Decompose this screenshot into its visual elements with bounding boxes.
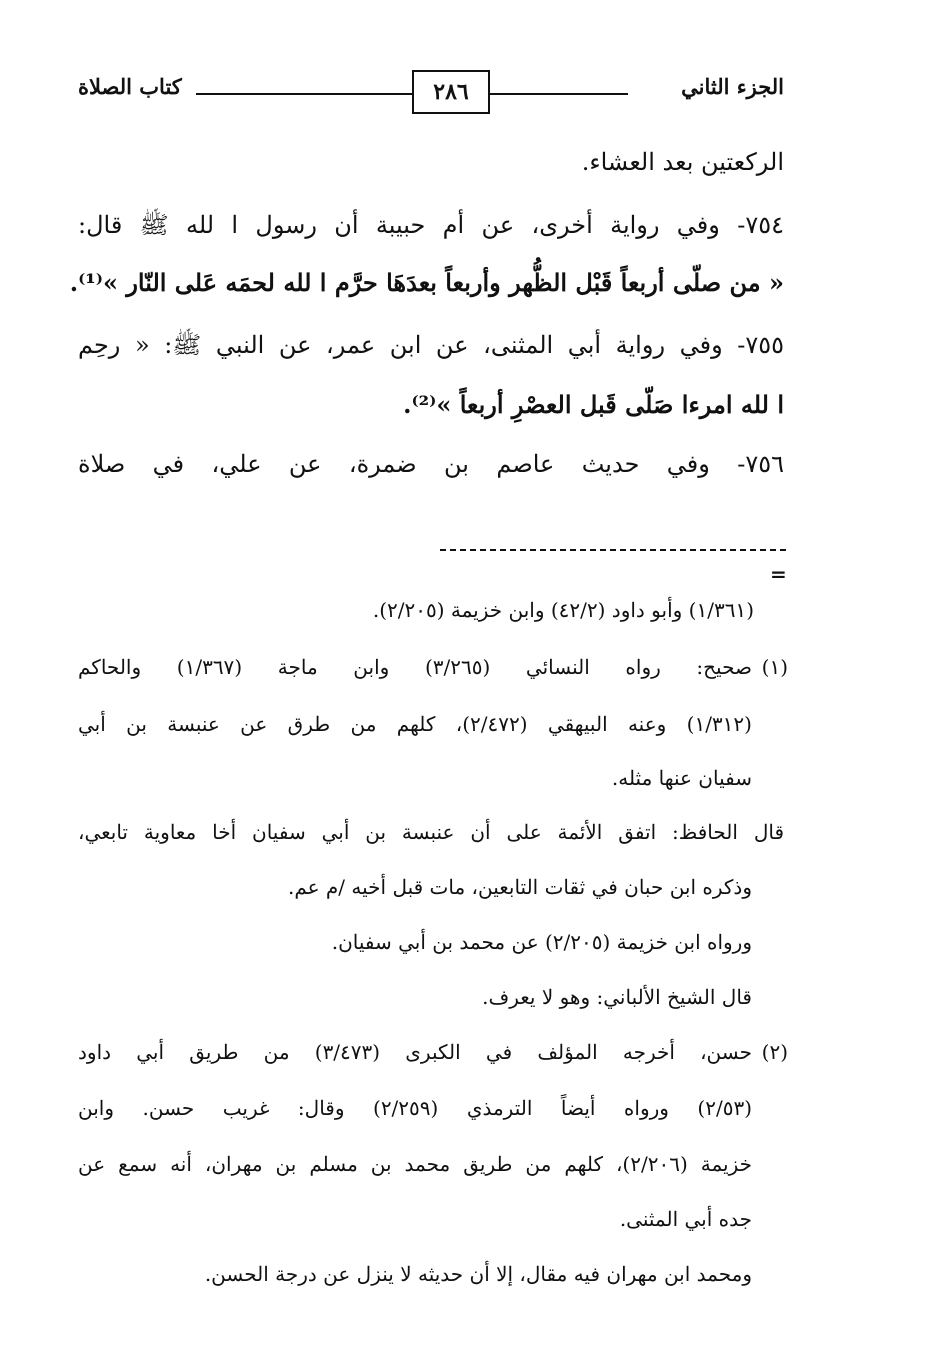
footnote-2-line: خزيمة (٢/٢٠٦)، كلهم من طريق محمد بن مسلم بن مهران، أنه سمع عن — [78, 1152, 752, 1176]
footnote-1-line: وذكره ابن حبان في ثقات التابعين، مات قبل أخيه /م عم. — [287, 875, 752, 899]
footnote-2-marker: (٢) — [761, 1040, 788, 1064]
footnote-2-line: ومحمد ابن مهران فيه مقال، إلا أن حديثه لا ينزل عن درجة الحسن. — [204, 1262, 752, 1286]
body-line: الركعتين بعد العشاء. — [581, 148, 784, 176]
header-rule-right — [488, 93, 628, 95]
footnote-1-line: صحيح: رواه النسائي (٣/٢٦٥) وابن ماجة (١/٣٦٧) والحاكم — [78, 655, 752, 679]
footnote-continuation: (١/٣٦١) وأبو داود (٤٢/٢) وابن خزيمة (٢/٢٠٥). — [372, 598, 754, 622]
footnote-1-line: ورواه ابن خزيمة (٢/٢٠٥) عن محمد بن أبي سفيان. — [331, 930, 752, 954]
footnote-1-line: (١/٣١٢) وعنه البيهقي (٢/٤٧٢)، كلهم من طرق عن عنبسة بن أبي — [78, 712, 752, 736]
page-header — [78, 62, 784, 120]
hadith-755-text: ا لله امرءا صَلّى قَبل العصْرِ أربعاً »⁽²⁾. — [403, 390, 784, 419]
footnote-2-line: حسن، أخرجه المؤلف في الكبرى (٣/٤٧٣) من طريق أبي داود — [78, 1040, 752, 1064]
footnote-1-line: سفيان عنها مثله. — [611, 766, 752, 790]
hadith-756-intro: ٧٥٦- وفي حديث عاصم بن ضمرة، عن علي، في صلاة — [78, 450, 784, 478]
hadith-755-intro: ٧٥٥- وفي رواية أبي المثنى، عن ابن عمر، عن النبي ﷺ: « رحِم — [78, 331, 784, 359]
header-rule-left — [196, 93, 412, 95]
footnote-separator — [440, 549, 786, 551]
page-number: ٢٨٦ — [412, 70, 490, 114]
book-title: كتاب الصلاة — [78, 74, 182, 99]
footnote-1-line: قال الحافظ: اتفق الأئمة على أن عنبسة بن أبي سفيان أخا معاوية تابعي، — [78, 820, 784, 844]
hadith-754-intro: ٧٥٤- وفي رواية أخرى، عن أم حبيبة أن رسول ا لله ﷺ قال: — [78, 211, 784, 239]
footnote-2-line: (٢/٥٣) ورواه أيضاً الترمذي (٢/٢٥٩) وقال: غريب حسن. وابن — [78, 1096, 752, 1120]
continuation-mark: = — [770, 562, 787, 586]
footnote-2-line: جده أبي المثنى. — [619, 1207, 752, 1231]
hadith-754-text: « من صلّى أربعاً قَبْل الظُّهر وأربعاً بعدَهَا حرَّم ا لله لحمَه عَلى النّار »⁽¹⁾. — [69, 268, 784, 297]
volume-title: الجزء الثاني — [681, 74, 784, 99]
footnote-1-marker: (١) — [761, 655, 788, 679]
footnote-1-line: قال الشيخ الألباني: وهو لا يعرف. — [482, 985, 752, 1009]
